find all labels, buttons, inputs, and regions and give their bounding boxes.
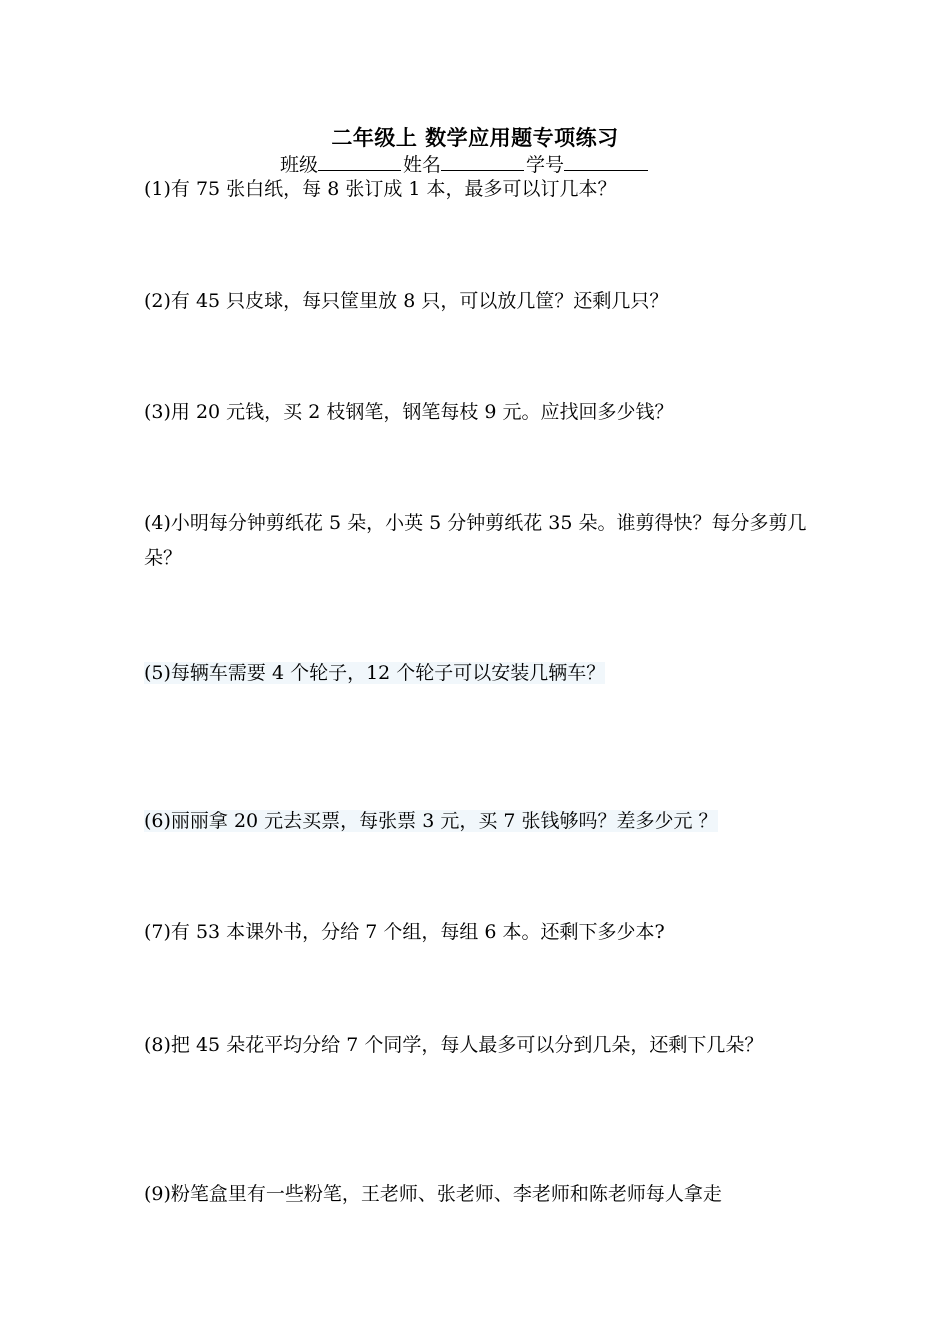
question-text: 每辆车需要 4 个轮子，12 个轮子可以安装几辆车？ bbox=[170, 662, 606, 684]
question-text: 有 75 张白纸，每 8 张订成 1 本，最多可以订几本？ bbox=[170, 178, 617, 200]
question-text: 用 20 元钱，买 2 枝钢笔，钢笔每枝 9 元。应找回多少钱？ bbox=[170, 401, 674, 423]
page-title: 二年级上 数学应用题专项练习 bbox=[331, 126, 619, 150]
question-6-highlight bbox=[144, 810, 718, 832]
question-number: (9) bbox=[144, 1183, 171, 1205]
question-text: 粉笔盒里有一些粉笔，王老师、张老师、李老师和陈老师每人拿走 bbox=[170, 1183, 722, 1205]
question-7 bbox=[144, 915, 814, 950]
question-4 bbox=[144, 506, 814, 576]
question-5-highlight bbox=[144, 662, 605, 684]
question-text: 有 53 本课外书，分给 7 个组，每组 6 本。还剩下多少本? bbox=[170, 921, 665, 943]
class-label: 班级 bbox=[280, 154, 319, 176]
question-text: 小明每分钟剪纸花 5 朵，小英 5 分钟剪纸花 35 朵。谁剪得快？每分多剪几朵？ bbox=[144, 512, 807, 569]
name-label: 姓名 bbox=[403, 154, 442, 176]
id-blank bbox=[564, 150, 648, 171]
question-8 bbox=[144, 1028, 814, 1063]
question-5 bbox=[144, 656, 814, 691]
question-text: 有 45 只皮球，每只筐里放 8 只，可以放几筐？还剩几只？ bbox=[170, 290, 669, 312]
question-text: 把 45 朵花平均分给 7 个同学，每人最多可以分到几朵，还剩下几朵？ bbox=[170, 1034, 764, 1056]
question-number: (7) bbox=[144, 921, 171, 943]
question-2 bbox=[144, 284, 814, 319]
id-label: 学号 bbox=[526, 154, 565, 176]
question-number: (2) bbox=[144, 290, 171, 312]
question-1 bbox=[144, 172, 814, 207]
question-9 bbox=[144, 1177, 814, 1212]
question-number: (4) bbox=[144, 512, 171, 534]
question-number: (6) bbox=[144, 810, 171, 832]
question-3 bbox=[144, 395, 814, 430]
name-blank bbox=[441, 150, 524, 171]
question-number: (3) bbox=[144, 401, 171, 423]
class-blank bbox=[318, 150, 401, 171]
question-number: (5) bbox=[144, 662, 171, 684]
question-number: (1) bbox=[144, 178, 171, 200]
question-6 bbox=[144, 804, 814, 839]
question-text: 丽丽拿 20 元去买票，每张票 3 元，买 7 张钱够吗？差多少元 ？ bbox=[170, 810, 718, 832]
question-number: (8) bbox=[144, 1034, 171, 1056]
